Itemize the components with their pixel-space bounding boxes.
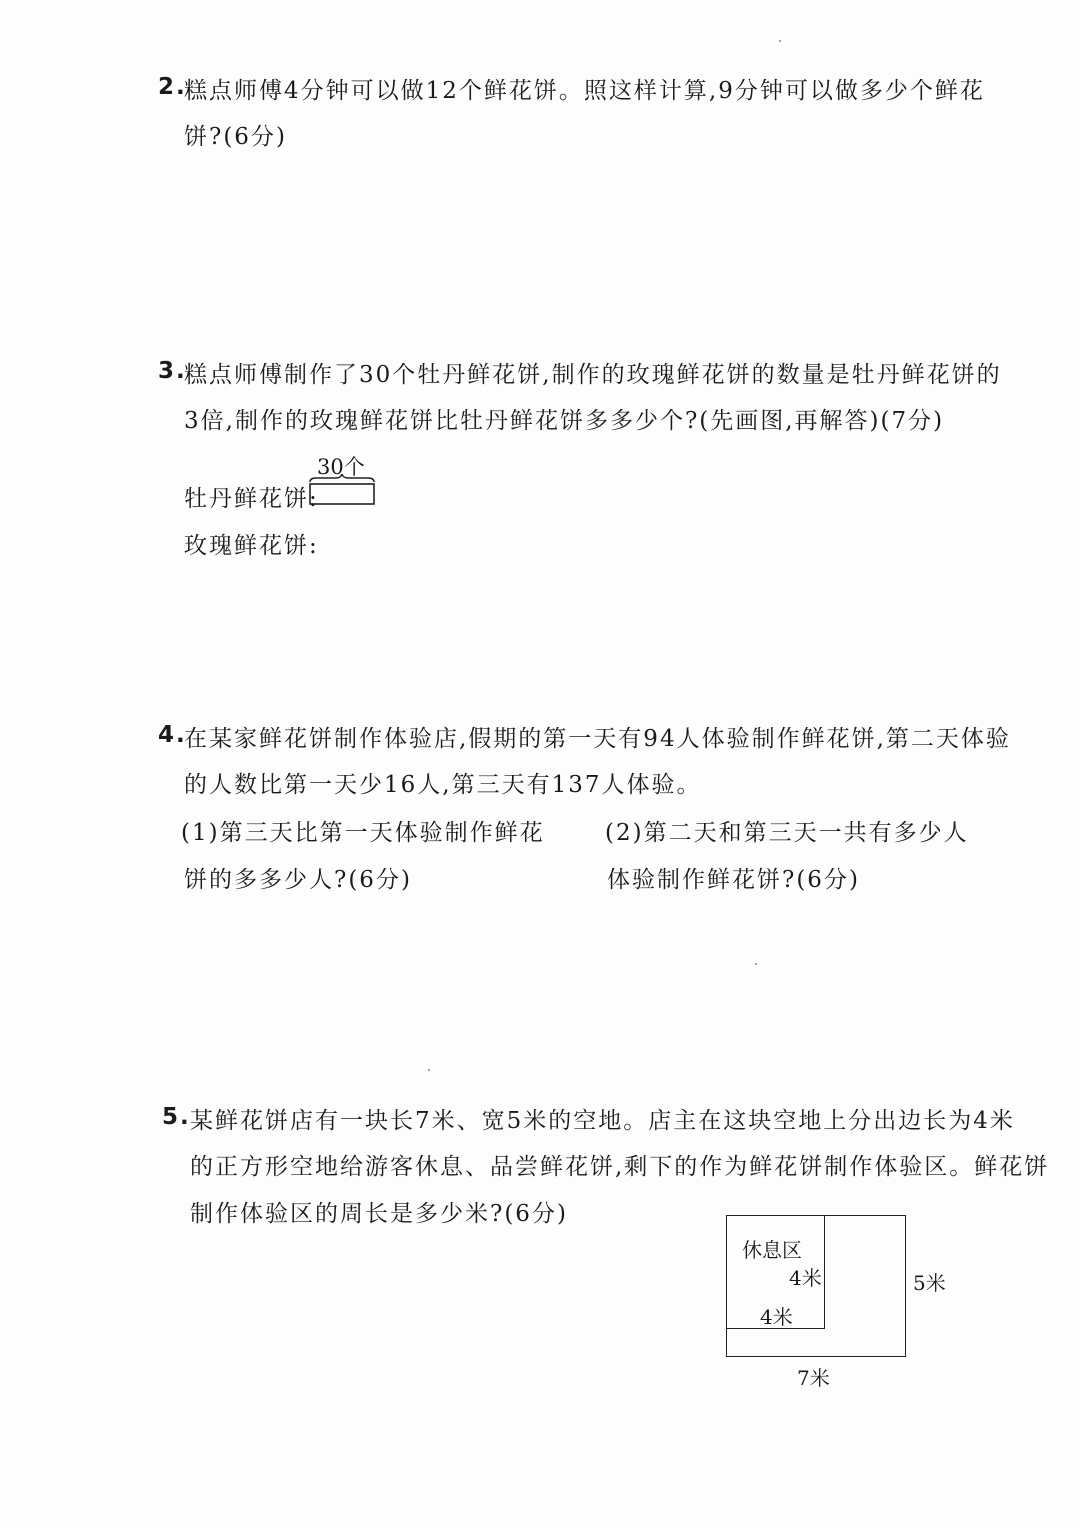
q3-text-line1: 糕点师傅制作了30个牡丹鲜花饼,制作的玫瑰鲜花饼的数量是牡丹鲜花饼的 (184, 362, 1002, 388)
q2-text-line1: 糕点师傅4分钟可以做12个鲜花饼。照这样计算,9分钟可以做多少个鲜花 (184, 78, 985, 104)
q5-text-line3: 制作体验区的周长是多少米?(6分) (190, 1201, 568, 1227)
q5-text-line2: 的正方形空地给游客休息、品尝鲜花饼,剩下的作为鲜花饼制作体验区。鲜花饼 (190, 1154, 1050, 1180)
scan-speck (428, 1069, 430, 1071)
q4-sub2-line1: (2)第二天和第三天一共有多少人 (605, 820, 969, 846)
q4-sub1-line2: 饼的多多少人?(6分) (184, 867, 412, 893)
q2-text-line2: 饼?(6分) (184, 124, 287, 150)
q4-sub2-line2: 体验制作鲜花饼?(6分) (607, 867, 860, 893)
q3-row1-label: 牡丹鲜花饼: (184, 486, 319, 512)
q3-bracket-label: 30个 (317, 455, 365, 479)
q4-sub1-line1: (1)第三天比第一天体验制作鲜花 (181, 820, 545, 846)
q5-square-side-right: 4米 (789, 1266, 822, 1290)
q3-number: 3. (158, 358, 187, 384)
q5-height-label: 5米 (913, 1271, 946, 1295)
q3-text-line2: 3倍,制作的玫瑰鲜花饼比牡丹鲜花饼多多少个?(先画图,再解答)(7分) (184, 408, 945, 434)
q4-text-line2: 的人数比第一天少16人,第三天有137人体验。 (184, 772, 702, 798)
q2-number: 2. (158, 74, 187, 100)
q5-square-side-bottom: 4米 (760, 1305, 793, 1329)
q3-row2-label: 玫瑰鲜花饼: (184, 533, 319, 559)
q4-number: 4. (158, 722, 187, 748)
q5-text-line1: 某鲜花饼店有一块长7米、宽5米的空地。店主在这块空地上分出边长为4米 (190, 1108, 1015, 1134)
q5-width-label: 7米 (797, 1366, 830, 1390)
scan-speck (779, 40, 781, 42)
q4-text-line1: 在某家鲜花饼制作体验店,假期的第一天有94人体验制作鲜花饼,第二天体验 (184, 726, 1011, 752)
q5-rest-area-label: 休息区 (742, 1238, 802, 1262)
scan-speck (755, 963, 757, 965)
q5-number: 5. (162, 1104, 191, 1130)
